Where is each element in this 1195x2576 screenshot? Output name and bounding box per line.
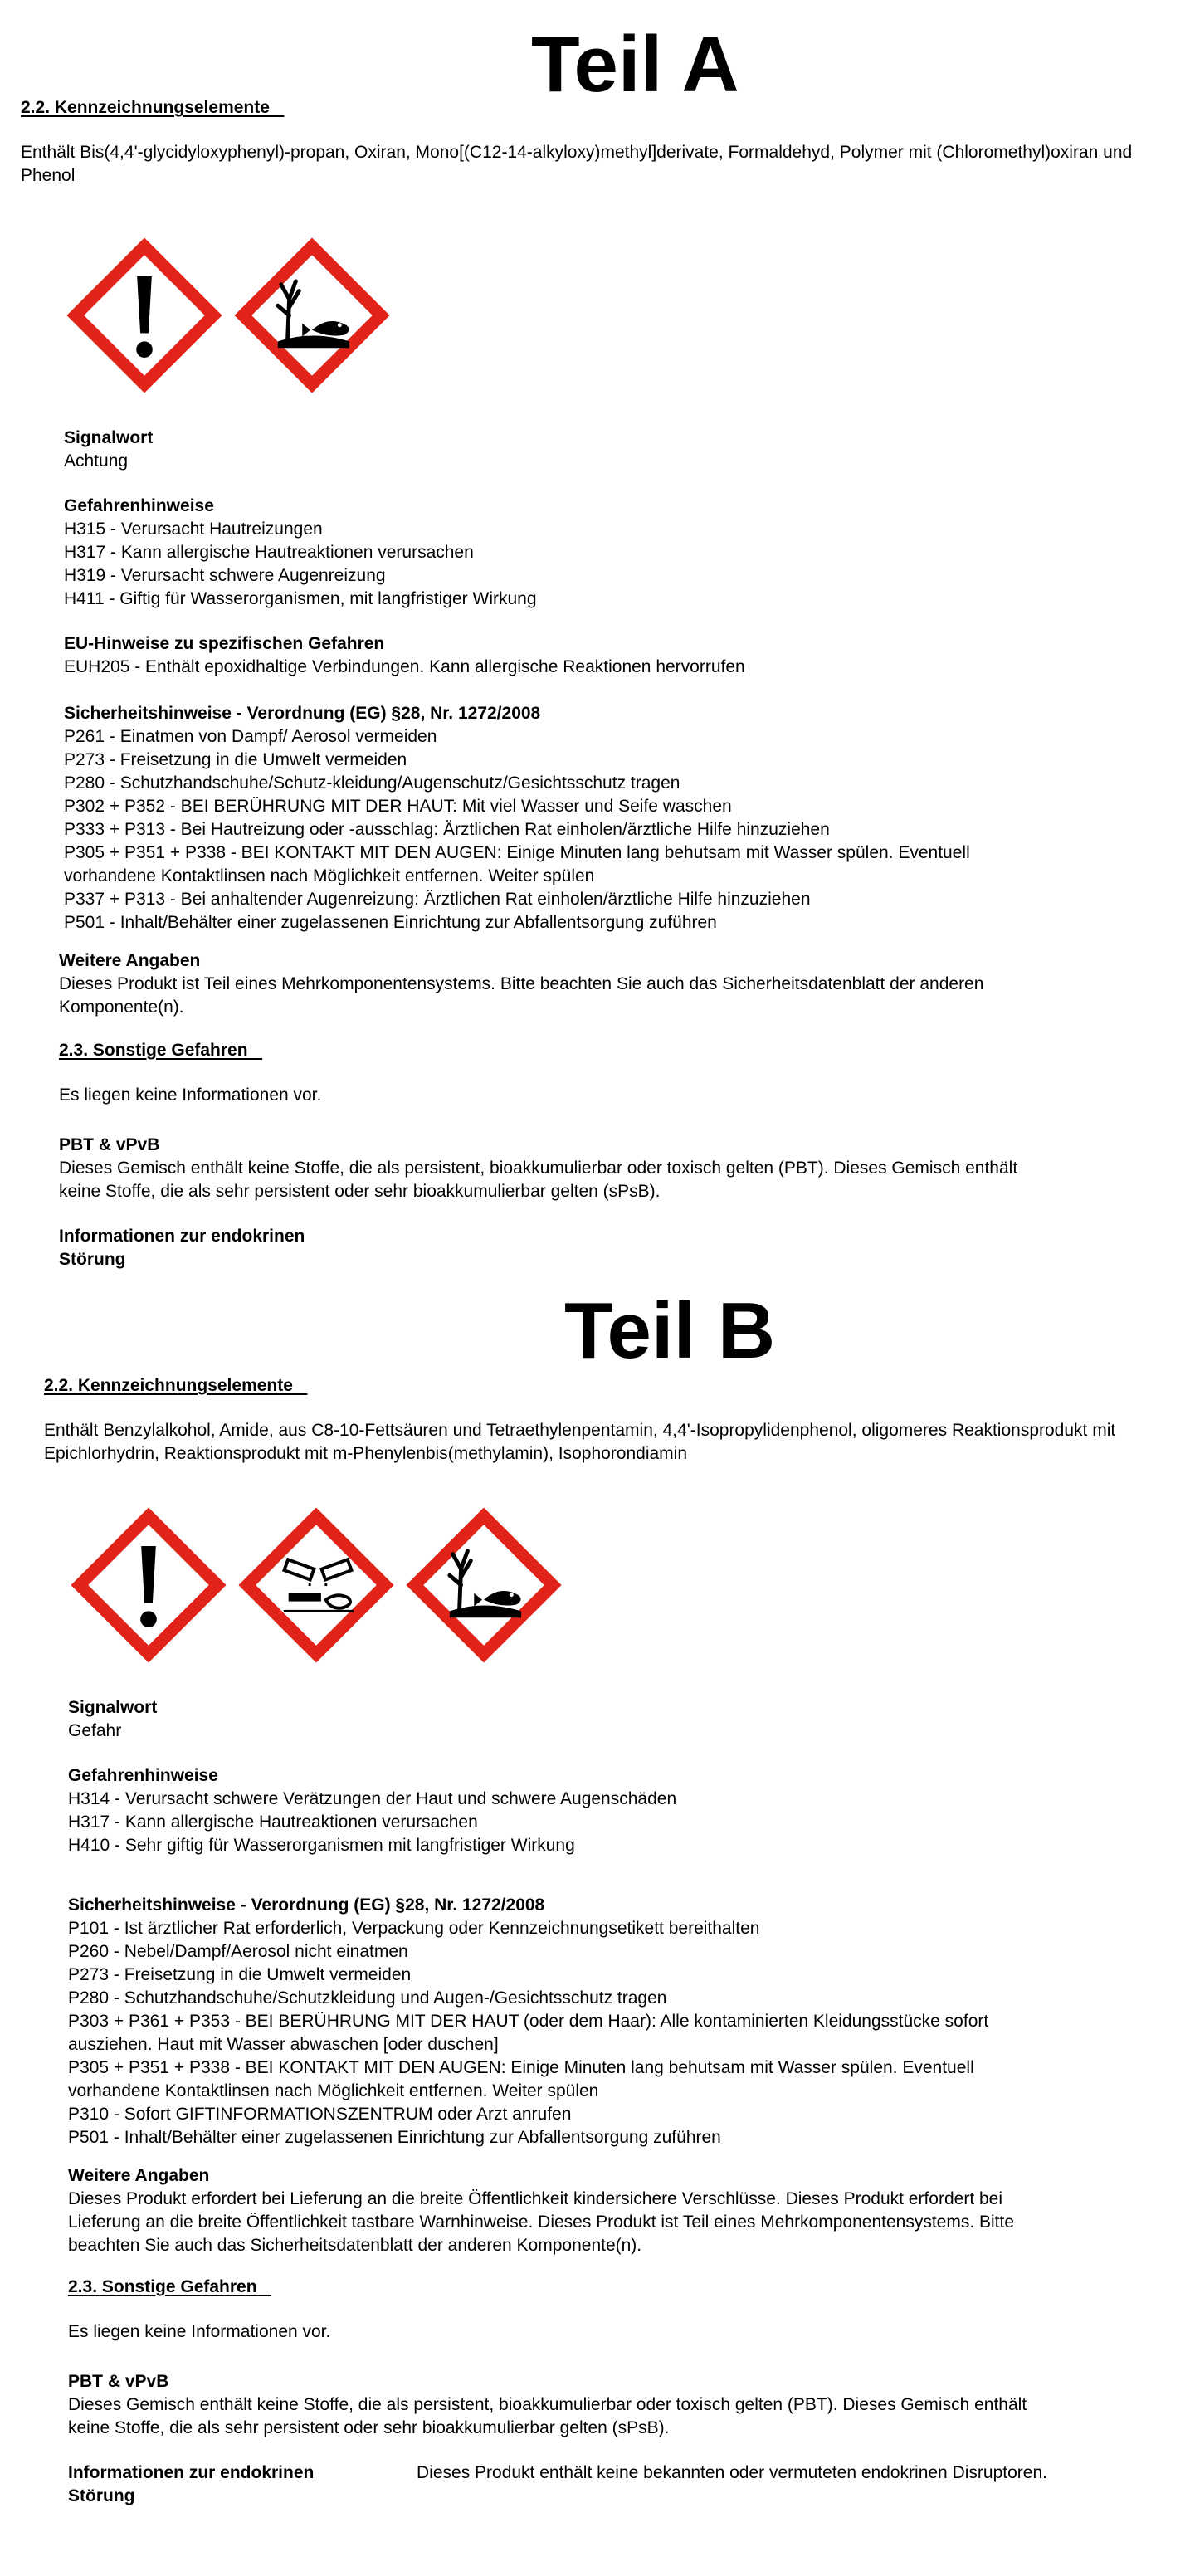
safety-statement: P501 - Inhalt/Behälter einer zugelassenen Einrichtung zur Abfallentsorgung zuführen xyxy=(64,913,717,932)
safety-statement: P305 + P351 + P338 - BEI KONTAKT MIT DEN AUGEN: Einige Minuten lang behutsam mit Wasser spülen. Eventuell xyxy=(68,2058,974,2077)
part-b-endocrine-value: Dieses Produkt enthält keine bekannten oder vermuteten endokrinen Disruptoren. xyxy=(417,2463,1047,2482)
part-a-contains-text: Enthält Bis(4,4'-glycidyloxyphenyl)-propan, Oxiran, Mono[(C12-14-alkyloxy)methyl]derivate, Formaldehyd, Polymer mit (Chloromethyl)oxiran und Phenol xyxy=(21,143,1133,185)
part-a-other-hazards-heading: 2.3. Sonstige Gefahren xyxy=(59,1041,263,1060)
part-a-hazard-block xyxy=(64,495,537,611)
safety-statement: ausziehen. Haut mit Wasser abwaschen [oder duschen] xyxy=(68,2035,499,2054)
part-b-section-heading: 2.2. Kennzeichnungselemente xyxy=(44,1376,308,1395)
part-a-safety-block xyxy=(64,702,970,934)
part-b-other-hazards-text: Es liegen keine Informationen vor. xyxy=(68,2322,331,2341)
part-a-section-heading: 2.2. Kennzeichnungselemente xyxy=(21,98,285,117)
part-b-safety-label: Sicherheitshinweise - Verordnung (EG) §28, Nr. 1272/2008 xyxy=(68,1895,545,1915)
further-info-line: beachten Sie auch das Sicherheitsdatenblatt der anderen Komponente(n). xyxy=(68,2236,642,2255)
environment-hazard-icon xyxy=(402,1504,565,1666)
pbt-line: keine Stoffe, die als sehr persistent oder sehr bioakkumulierbar gelten (sPsB). xyxy=(68,2418,670,2437)
eu-hazard-statement: EUH205 - Enthält epoxidhaltige Verbindungen. Kann allergische Reaktionen hervorrufen xyxy=(64,657,745,676)
exclamation-mark-icon xyxy=(63,234,226,397)
safety-statement: P280 - Schutzhandschuhe/Schutz-kleidung/Augenschutz/Gesichtsschutz tragen xyxy=(64,773,680,793)
safety-statement: P261 - Einatmen von Dampf/ Aerosol vermeiden xyxy=(64,727,437,746)
endocrine-label-line: Informationen zur endokrinen xyxy=(59,1227,305,1246)
further-info-line: Dieses Produkt erfordert bei Lieferung an die breite Öffentlichkeit kindersichere Verschlüsse. Dieses Produkt erfordert bei xyxy=(68,2189,1003,2208)
safety-statement: P337 + P313 - Bei anhaltender Augenreizung: Ärztlichen Rat einholen/ärztliche Hilfe hinzuziehen xyxy=(64,890,811,909)
endocrine-label-line: Störung xyxy=(59,1250,126,1269)
safety-statement: P303 + P361 + P353 - BEI BERÜHRUNG MIT DER HAUT (oder dem Haar): Alle kontaminierten Kleidungsstücke sofort xyxy=(68,2012,989,2031)
part-b-further-block xyxy=(68,2164,1014,2257)
part-b-pbt-label: PBT & vPvB xyxy=(68,2372,169,2391)
safety-statement: vorhandene Kontaktlinsen nach Möglichkeit entfernen. Weiter spülen xyxy=(68,2081,599,2100)
safety-statement: P273 - Freisetzung in die Umwelt vermeiden xyxy=(64,750,407,769)
part-b-other-hazards-heading: 2.3. Sonstige Gefahren xyxy=(68,2277,272,2296)
further-info-line: Lieferung an die breite Öffentlichkeit tastbare Warnhinweise. Dieses Produkt ist Teil eines Mehrkomponentensystems. Bitte xyxy=(68,2213,1015,2232)
safety-statement: P273 - Freisetzung in die Umwelt vermeiden xyxy=(68,1965,412,1984)
part-b-further-label: Weitere Angaben xyxy=(68,2166,210,2185)
part-a-eu-label: EU-Hinweise zu spezifischen Gefahren xyxy=(64,634,385,653)
part-b-signal-value: Gefahr xyxy=(68,1721,122,1740)
corrosion-icon xyxy=(235,1504,398,1666)
hazard-statement: H410 - Sehr giftig für Wasserorganismen mit langfristiger Wirkung xyxy=(68,1836,575,1855)
safety-statement: P501 - Inhalt/Behälter einer zugelassenen Einrichtung zur Abfallentsorgung zuführen xyxy=(68,2128,721,2147)
exclamation-mark-icon xyxy=(67,1504,230,1666)
safety-statement: P280 - Schutzhandschuhe/Schutzkleidung und Augen-/Gesichtsschutz tragen xyxy=(68,1988,667,2008)
hazard-statement: H315 - Verursacht Hautreizungen xyxy=(64,520,323,539)
part-b-pictograms xyxy=(67,1504,565,1666)
part-a-pbt-block xyxy=(59,1134,1017,1203)
part-a-further-label: Weitere Angaben xyxy=(59,951,201,970)
safety-statement: P101 - Ist ärztlicher Rat erforderlich, Verpackung oder Kennzeichnungsetikett bereithalten xyxy=(68,1919,760,1938)
further-info-line: Komponente(n). xyxy=(59,998,184,1017)
part-a-signal-block xyxy=(64,427,153,473)
hazard-statement: H319 - Verursacht schwere Augenreizung xyxy=(64,566,386,585)
part-a-eu-block xyxy=(64,632,745,679)
part-a-signal-value: Achtung xyxy=(64,451,129,471)
part-b-hazard-label: Gefahrenhinweise xyxy=(68,1766,218,1785)
part-b-safety-block xyxy=(68,1894,988,2149)
hazard-statement: H314 - Verursacht schwere Verätzungen der Haut und schwere Augenschäden xyxy=(68,1789,677,1808)
further-info-line: Dieses Produkt ist Teil eines Mehrkomponentensystems. Bitte beachten Sie auch das Sicherheitsdatenblatt der anderen xyxy=(59,974,984,993)
part-b-hazard-block xyxy=(68,1764,676,1857)
safety-statement: P302 + P352 - BEI BERÜHRUNG MIT DER HAUT: Mit viel Wasser und Seife waschen xyxy=(64,797,732,816)
part-b-endocrine-label xyxy=(68,2461,314,2508)
safety-statement: P333 + P313 - Bei Hautreizung oder -ausschlag: Ärztlichen Rat einholen/ärztliche Hilfe hinzuziehen xyxy=(64,820,830,839)
pbt-line: Dieses Gemisch enthält keine Stoffe, die als persistent, bioakkumulierbar oder toxisch gelten (PBT). Dieses Gemisch enthält xyxy=(59,1159,1018,1178)
part-a-pbt-label: PBT & vPvB xyxy=(59,1135,160,1154)
hazard-statement: H411 - Giftig für Wasserorganismen, mit langfristiger Wirkung xyxy=(64,589,537,608)
endocrine-label-line: Informationen zur endokrinen xyxy=(68,2463,315,2482)
part-a-hazard-label: Gefahrenhinweise xyxy=(64,496,214,515)
part-a-other-hazards-text: Es liegen keine Informationen vor. xyxy=(59,1086,322,1105)
part-a-signal-label: Signalwort xyxy=(64,428,154,447)
safety-statement: vorhandene Kontaktlinsen nach Möglichkeit entfernen. Weiter spülen xyxy=(64,866,595,886)
part-a-pictograms xyxy=(63,234,393,397)
hazard-statement: H317 - Kann allergische Hautreaktionen verursachen xyxy=(64,543,474,562)
part-b-signal-label: Signalwort xyxy=(68,1698,158,1717)
part-b-pbt-block xyxy=(68,2370,1027,2440)
pbt-line: Dieses Gemisch enthält keine Stoffe, die als persistent, bioakkumulierbar oder toxisch gelten (PBT). Dieses Gemisch enthält xyxy=(68,2395,1027,2414)
safety-statement: P260 - Nebel/Dampf/Aerosol nicht einatmen xyxy=(68,1942,408,1961)
part-a-further-block xyxy=(59,949,983,1019)
part-b-title: Teil B xyxy=(564,1286,776,1375)
endocrine-label-line: Störung xyxy=(68,2486,135,2505)
part-a-title: Teil A xyxy=(531,20,739,109)
part-a-safety-label: Sicherheitshinweise - Verordnung (EG) §28, Nr. 1272/2008 xyxy=(64,704,541,723)
part-b-contains-text: Enthält Benzylalkohol, Amide, aus C8-10-Fettsäuren und Tetraethylenpentamin, 4,4'-Isopropylidenphenol, oligomeres Reaktionsprodukt mit Epichlorhydrin, Reaktionsprodukt mit m-Phenylenbis(methylamin), Isophorondiamin xyxy=(44,1421,1116,1463)
safety-statement: P305 + P351 + P338 - BEI KONTAKT MIT DEN AUGEN: Einige Minuten lang behutsam mit Wasser spülen. Eventuell xyxy=(64,843,970,862)
part-b-signal-block xyxy=(68,1696,157,1743)
pbt-line: keine Stoffe, die als sehr persistent oder sehr bioakkumulierbar gelten (sPsB). xyxy=(59,1182,661,1201)
hazard-statement: H317 - Kann allergische Hautreaktionen verursachen xyxy=(68,1812,478,1832)
part-a-endocrine-label xyxy=(59,1225,305,1271)
environment-hazard-icon xyxy=(231,234,393,397)
safety-statement: P310 - Sofort GIFTINFORMATIONSZENTRUM oder Arzt anrufen xyxy=(68,2105,572,2124)
